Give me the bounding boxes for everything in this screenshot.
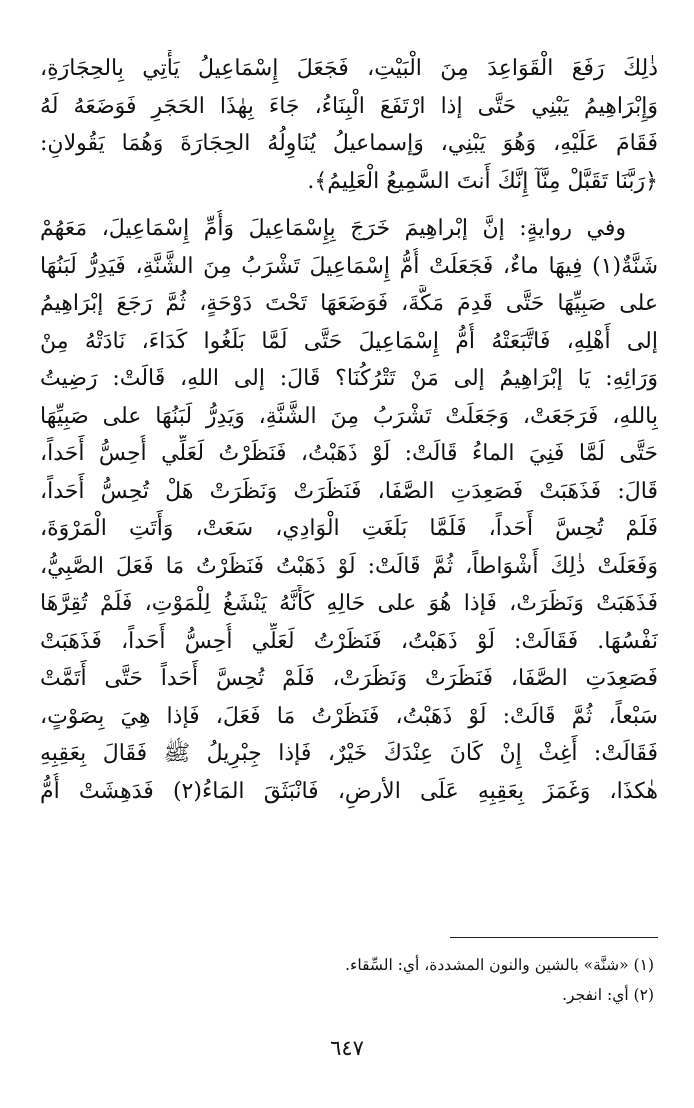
text-line: نَفْسُهَا. فَقَالَتْ: لَوْ ذَهَبْتُ، فَنَظَرْتُ لَعَلِّي أُحِسُّ أَحَداً، فَذَهَبَتْ: [40, 628, 658, 654]
page-number: ٦٤٧: [330, 1036, 364, 1060]
text-line: فَلَمْ تُحِسَّ أَحَداً، فَلَمَّا بَلَغَتِ الْوَادِي، سَعَتْ، وَأَتَتِ الْمَرْوَةَ،: [40, 516, 658, 541]
text-line: على صَبِيِّهَا حَتَّى قَدِمَ مَكَّةَ، فَوَضَعَهَا تَحْتَ دَوْحَةٍ، ثُمَّ رَجَعَ إبْرَاهِيمُ: [40, 291, 658, 316]
text-line: هٰكذَا، وَغَمَزَ بِعَقِبِهِ عَلَى الأرضِ، فَانْبَثَقَ المَاءُ(٢) فَدَهِشَتْ أُمُّ: [40, 778, 658, 804]
text-line: وَفَعَلَتْ ذٰلِكَ أَشْوَاطاً، ثُمَّ قَالَتْ: لَوْ ذَهَبْتُ فَنَظَرْتُ مَا فَعَلَ الصَّبِيُّ،: [40, 553, 658, 579]
footnotes: [40, 950, 654, 1010]
footnote-1: (١) «شنَّة» بالشين والنون المشددة، أي: السِّقاء.: [345, 956, 654, 974]
text-line: إلى أَهْلِهِ، فَاتَّبَعَتْهُ أُمُّ إِسْمَاعِيلَ حَتَّى لَمَّا بَلَغُوا كَدَاءَ، نَادَتْهُ مِنْ: [40, 328, 658, 354]
text-line: قَالَ: فَذَهَبَتْ فَصَعِدَتِ الصَّفَا، فَنَظَرَتْ وَنَظَرَتْ هَلْ تُحِسُّ أَحَداً،: [40, 478, 658, 504]
text-line: وفي روايةٍ: إنَّ إبْراهِيمَ خَرَجَ بِإِسْمَاعِيلَ وَأُمِّ إِسْمَاعِيلَ، مَعَهُمْ: [40, 216, 626, 241]
paragraph-gap: [40, 200, 658, 210]
text-line: حَتَّى لَمَّا فَنِيَ الماءُ قَالَتْ: لَوْ ذَهَبْتُ، فَنَظَرْتُ لَعَلِّي أُحِسُّ أَحَداً،: [40, 441, 658, 466]
text-line: فَذَهَبَتْ وَنَظَرَتْ، فَإذا هُوَ على حَالِهِ كَأَنَّهُ يَنْشَغُ لِلْمَوْتِ، فَلَمْ تُقِرَّهَا: [40, 591, 658, 616]
text-line: وَإِبْرَاهِيمُ يَبْنِي حَتَّى إذا ارْتَفَعَ الْبِنَاءُ، جَاءَ بِهٰذَا الحَجَرِ فَوَضَعَهُ لَهُ: [40, 93, 658, 119]
text-line: شَنَّةٌ(١) فِيهَا ماءٌ، فَجَعَلَتْ أُمُّ إِسْمَاعِيلَ تَشْرَبُ مِنَ الشَّنَّةِ، فَيَدِرُّ لَبَنُهَا: [40, 253, 658, 279]
text-line: فَقَالَتْ: أَغِثْ إِنْ كَانَ عِنْدَكَ خَيْرٌ، فَإذا جِبْرِيلُ ﷺ فَقَالَ بِعَقِبِهِ: [40, 741, 658, 766]
text-line: سَبْعاً، ثُمَّ قَالَتْ: لَوْ ذَهَبْتُ، فَنَظَرْتُ مَا فَعَلَ، فَإذا هِيَ بِصَوْتٍ،: [40, 703, 658, 729]
text-line: وَرَائِهِ: يَا إبْرَاهِيمُ إلى مَنْ تَتْرُكُنَا؟ قَالَ: إلى اللهِ، قَالَتْ: رَضِيتُ: [40, 366, 658, 391]
main-text: [40, 50, 658, 810]
text-line: فَصَعِدَتِ الصَّفَا، فَنَظَرَتْ وَنَظَرَتْ، فَلَمْ تُحِسَّ أَحَداً حَتَّى أَتَمَّتْ: [40, 666, 658, 691]
text-line: بِاللهِ، فَرَجَعَتْ، وَجَعَلَتْ تَشْرَبُ مِنَ الشَّنَّةِ، وَيَدِرُّ لَبَنُهَا على صَبِيِّهَا: [40, 403, 658, 429]
paragraph-2: [40, 210, 658, 810]
text-line: ذٰلِكَ رَفَعَ الْقَوَاعِدَ مِنَ الْبَيْتِ، فَجَعَلَ إِسْمَاعِيلُ يَأْتِي بِالحِجَارَةِ،: [40, 56, 658, 81]
quran-verse-line: ﴿رَبَّنَا تَقَبَّلْ مِنَّآ إِنَّكَ أَنتَ السَّمِيعُ الْعَلِيمُ﴾.: [307, 168, 658, 194]
footnote-2: (٢) أي: انفجر.: [562, 986, 654, 1004]
footnote-separator: [450, 937, 658, 938]
paragraph-1: [40, 50, 658, 200]
text-line: فَقَامَ عَلَيْهِ، وَهُوَ يَبْنِي، وَإسماعيلُ يُنَاوِلُهُ الحِجَارَةَ وَهُمَا يَقُولانِ:: [40, 131, 658, 156]
